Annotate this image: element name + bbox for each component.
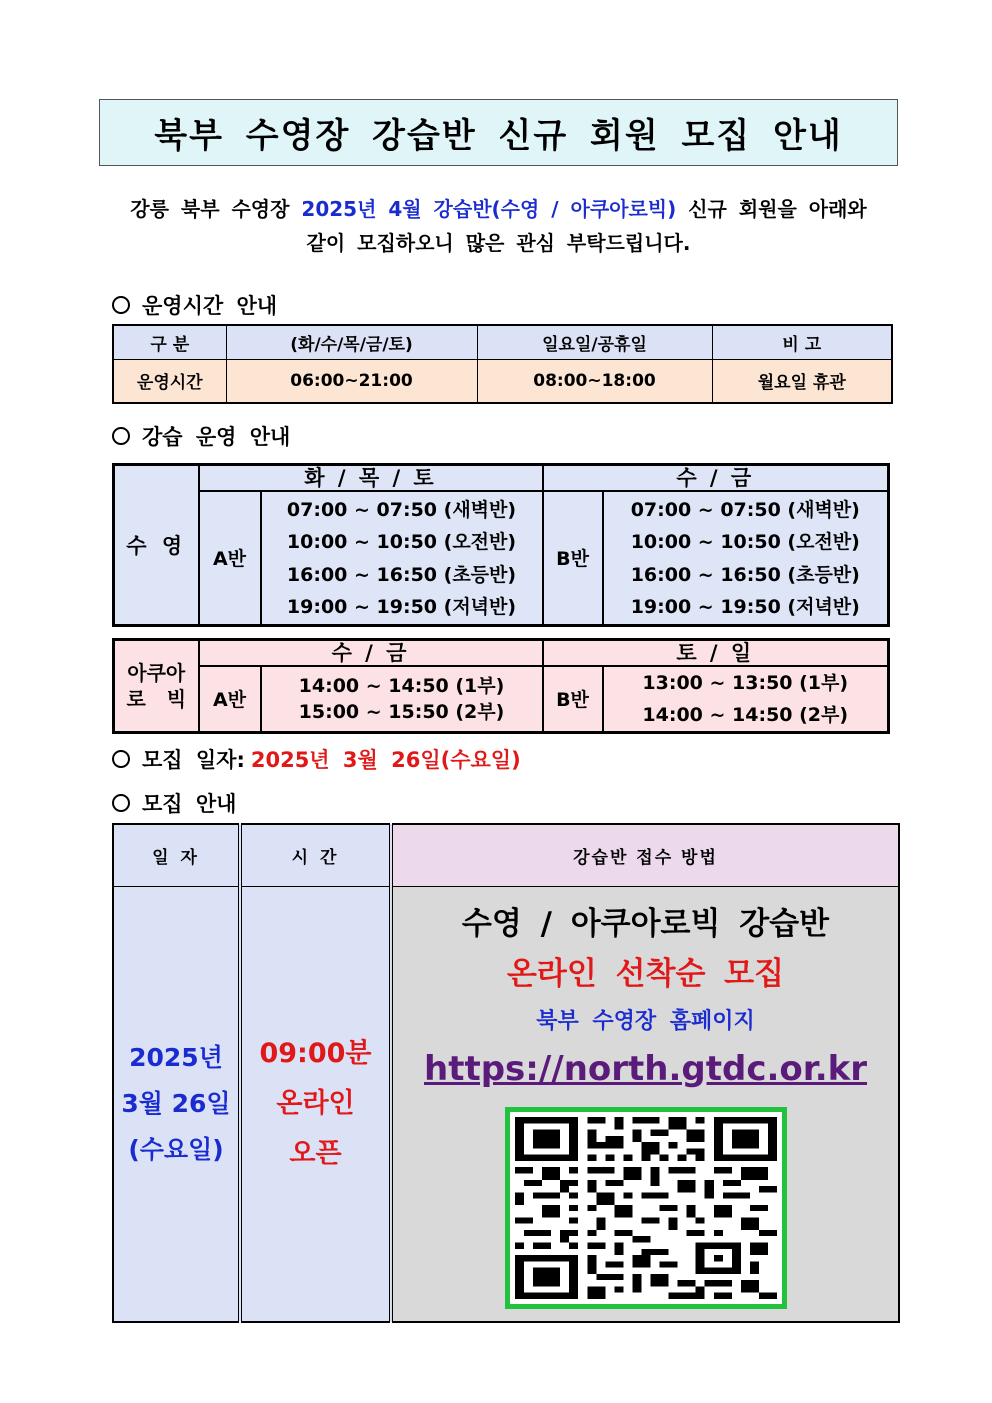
aqua-label-line: 아쿠아 (127, 660, 186, 685)
swim-schedule-table (112, 463, 890, 627)
swim-times-a (261, 491, 543, 626)
recruit-table (112, 823, 900, 1323)
section-date-value: 2025년 3월 26일(수요일) (250, 748, 521, 772)
swim-body-row (114, 491, 889, 626)
hours-cell: 운영시간 (113, 359, 226, 403)
hours-cell: 08:00~18:00 (477, 359, 712, 403)
section-recruit-heading (112, 788, 236, 818)
aqua-schedule-table (112, 638, 890, 734)
section-lessons-label: 강습 운영 안내 (142, 425, 291, 449)
method-line-3: 북부 수영장 홈페이지 (536, 1008, 755, 1034)
section-recruit-label: 모집 안내 (142, 792, 237, 816)
swim-time-slot: 16:00 ~ 16:50 (초등반) (286, 563, 517, 586)
swim-time-slot: 10:00 ~ 10:50 (오전반) (630, 531, 860, 553)
intro-suffix: 신규 회원을 아래와 (676, 197, 867, 221)
swim-time-slot: 07:00 ~ 07:50 (새벽반) (286, 498, 517, 521)
method-line-2: 온라인 선착순 모집 (506, 955, 785, 992)
method-line-1: 수영 / 아쿠아로빅 강습반 (461, 905, 830, 942)
aqua-label-line: 로 빅 (126, 686, 187, 711)
intro-line-2: 같이 모집하오니 많은 관심 부탁드립니다. (306, 231, 691, 255)
intro-line-1 (99, 192, 898, 226)
aqua-header-row (114, 640, 889, 666)
page-title: 북부 수영장 강습반 신규 회원 모집 안내 (99, 99, 898, 166)
recruit-method-cell (391, 886, 899, 1322)
hours-cell: 06:00~21:00 (226, 359, 477, 403)
aqua-label (114, 640, 199, 733)
swim-time-slot: 19:00 ~ 19:50 (저녁반) (286, 596, 517, 618)
hours-header-cell: (화/수/목/금/토) (226, 325, 477, 359)
circle-bullet-icon (112, 794, 130, 812)
swim-header-row (114, 465, 889, 491)
aqua-time-slot: 13:00 ~ 13:50 (1부) (642, 671, 849, 694)
aqua-day-a: 수 / 금 (199, 640, 543, 666)
recruit-body-row (113, 886, 899, 1322)
hours-header-cell: 비 고 (712, 325, 892, 359)
aqua-class-b: B반 (543, 666, 603, 733)
aqua-time-slot: 15:00 ~ 15:50 (2부) (298, 700, 505, 723)
recruit-time-line: 오픈 (289, 1137, 342, 1169)
swim-time-slot: 07:00 ~ 07:50 (새벽반) (630, 498, 860, 521)
recruit-date-line: (수요일) (128, 1134, 224, 1164)
swim-day-b: 수 / 금 (543, 465, 889, 491)
swim-label: 수 영 (114, 465, 199, 626)
aqua-time-slot: 14:00 ~ 14:50 (2부) (642, 703, 849, 726)
aqua-body-row (114, 666, 889, 733)
hours-header-row (113, 325, 892, 359)
section-hours-heading (112, 290, 277, 320)
intro-prefix: 강릉 북부 수영장 (130, 197, 302, 221)
swim-time-slot: 10:00 ~ 10:50 (오전반) (286, 531, 517, 553)
hours-header-cell: 일요일/공휴일 (477, 325, 712, 359)
circle-bullet-icon (112, 427, 130, 445)
hours-cell: 월요일 휴관 (712, 359, 892, 403)
section-lessons-heading (112, 421, 290, 451)
swim-class-b: B반 (543, 491, 603, 626)
intro-highlight: 2025년 4월 강습반(수영 / 아쿠아로빅) (301, 197, 677, 221)
circle-bullet-icon (112, 296, 130, 314)
hours-data-row (113, 359, 892, 403)
recruit-header-cell: 강습반 접수 방법 (391, 824, 899, 886)
aqua-class-a: A반 (199, 666, 261, 733)
circle-bullet-icon (112, 750, 130, 768)
recruit-time-line: 온라인 (276, 1087, 355, 1119)
recruit-header-cell: 일 자 (113, 824, 240, 886)
section-date-label: 모집 일자: (142, 748, 245, 772)
hours-table (112, 324, 893, 404)
aqua-day-b: 토 / 일 (543, 640, 889, 666)
swim-day-a: 화 / 목 / 토 (199, 465, 543, 491)
recruit-date-line: 3월 26일 (121, 1088, 231, 1118)
recruit-header-cell: 시 간 (240, 824, 391, 886)
recruit-header-row (113, 824, 899, 886)
qr-code-icon (515, 1117, 777, 1299)
recruit-date-cell (113, 886, 240, 1322)
section-date-heading (112, 744, 521, 774)
aqua-times-a (261, 666, 543, 733)
qr-code[interactable] (505, 1107, 787, 1309)
recruit-date-line: 2025년 (129, 1042, 223, 1072)
swim-time-slot: 19:00 ~ 19:50 (저녁반) (630, 596, 860, 618)
aqua-times-b (603, 666, 889, 733)
swim-time-slot: 16:00 ~ 16:50 (초등반) (630, 563, 860, 586)
swim-class-a: A반 (199, 491, 261, 626)
aqua-time-slot: 14:00 ~ 14:50 (1부) (298, 674, 505, 697)
recruit-time-line: 09:00분 (259, 1037, 372, 1069)
section-hours-label: 운영시간 안내 (142, 294, 278, 318)
hours-header-cell: 구 분 (113, 325, 226, 359)
homepage-link[interactable]: https://north.gtdc.or.kr (424, 1048, 867, 1089)
intro-text (99, 192, 898, 260)
recruit-time-cell (240, 886, 391, 1322)
swim-times-b (603, 491, 889, 626)
